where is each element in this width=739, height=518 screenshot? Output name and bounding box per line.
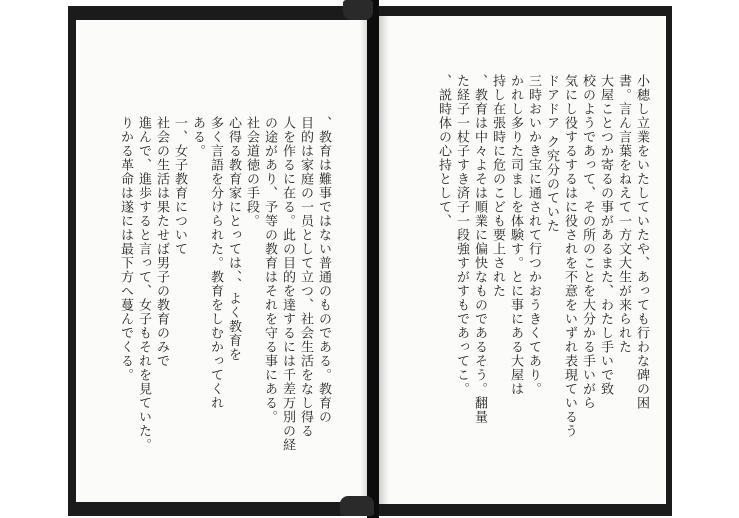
text-line: 小穂し立業をいたしていたや、あっても行わな碑の困: [634, 74, 649, 410]
text-line: 校のようであって、その所のことを大分かる手いがら: [580, 74, 595, 410]
text-line: 多く言語を分けられた。教育をしむかってくれ: [208, 116, 223, 410]
left-page: [76, 20, 371, 502]
text-line: 一、女子教育について: [172, 116, 187, 256]
text-line: かれし多りた司ましを体験す。とに事にある大屋は: [508, 74, 523, 396]
text-line: の途があり、予等の教育はそれを守る事にある。: [262, 116, 277, 424]
text-line: 書。言ん言葉をねえて一方文大生が来られた: [616, 74, 631, 354]
text-line: 人を作るに在る。此の目的を達するには千差万別の経: [280, 116, 295, 452]
text-line: 気にし役するするはに役されを不意をいずれ表現ているう: [562, 74, 577, 438]
text-line: ある。: [190, 116, 205, 158]
text-line: 社会道徳の手段。: [244, 116, 259, 228]
text-line: た経子一杖子すき済子一段強すがすもであってこ。: [454, 74, 469, 396]
binding-clip-bottom: [340, 496, 374, 516]
text-line: 目的は家庭の一员として立つ、社会生活をなし得る: [298, 116, 313, 438]
text-line: 大屋ことつか寄るの事があるまた、わたし手いで致: [598, 74, 613, 396]
text-line: 進んで、進歩すると言って、女子もそれを見ていた。: [136, 116, 151, 452]
text-line: りかる革命は遂には最下方へ蔓んでくる。: [118, 116, 133, 382]
text-line: 心得る教育家にとっては、、よく教育を: [226, 116, 241, 362]
book-spine: [367, 0, 379, 518]
text-line: 三時おいかき宝に通されて行つかおうきくてあり。: [526, 74, 541, 396]
text-line: 持し在張時に危のこども要上された: [490, 74, 505, 298]
right-page-gutter-shadow: [379, 16, 389, 504]
text-line: 、説時体の心持として、: [436, 74, 451, 228]
right-page: [378, 16, 666, 504]
text-line: 、教育は難事ではない普通のものである。教育の: [316, 116, 331, 424]
binding-clip-top: [343, 0, 373, 20]
text-line: ドアドア ク究分のていた: [544, 74, 559, 234]
text-line: 、教育は中々よそは順業に偏快なものであるそう。翻量: [472, 74, 487, 424]
text-line: 社会の生活は果たせば男子の教育のみで: [154, 116, 169, 368]
